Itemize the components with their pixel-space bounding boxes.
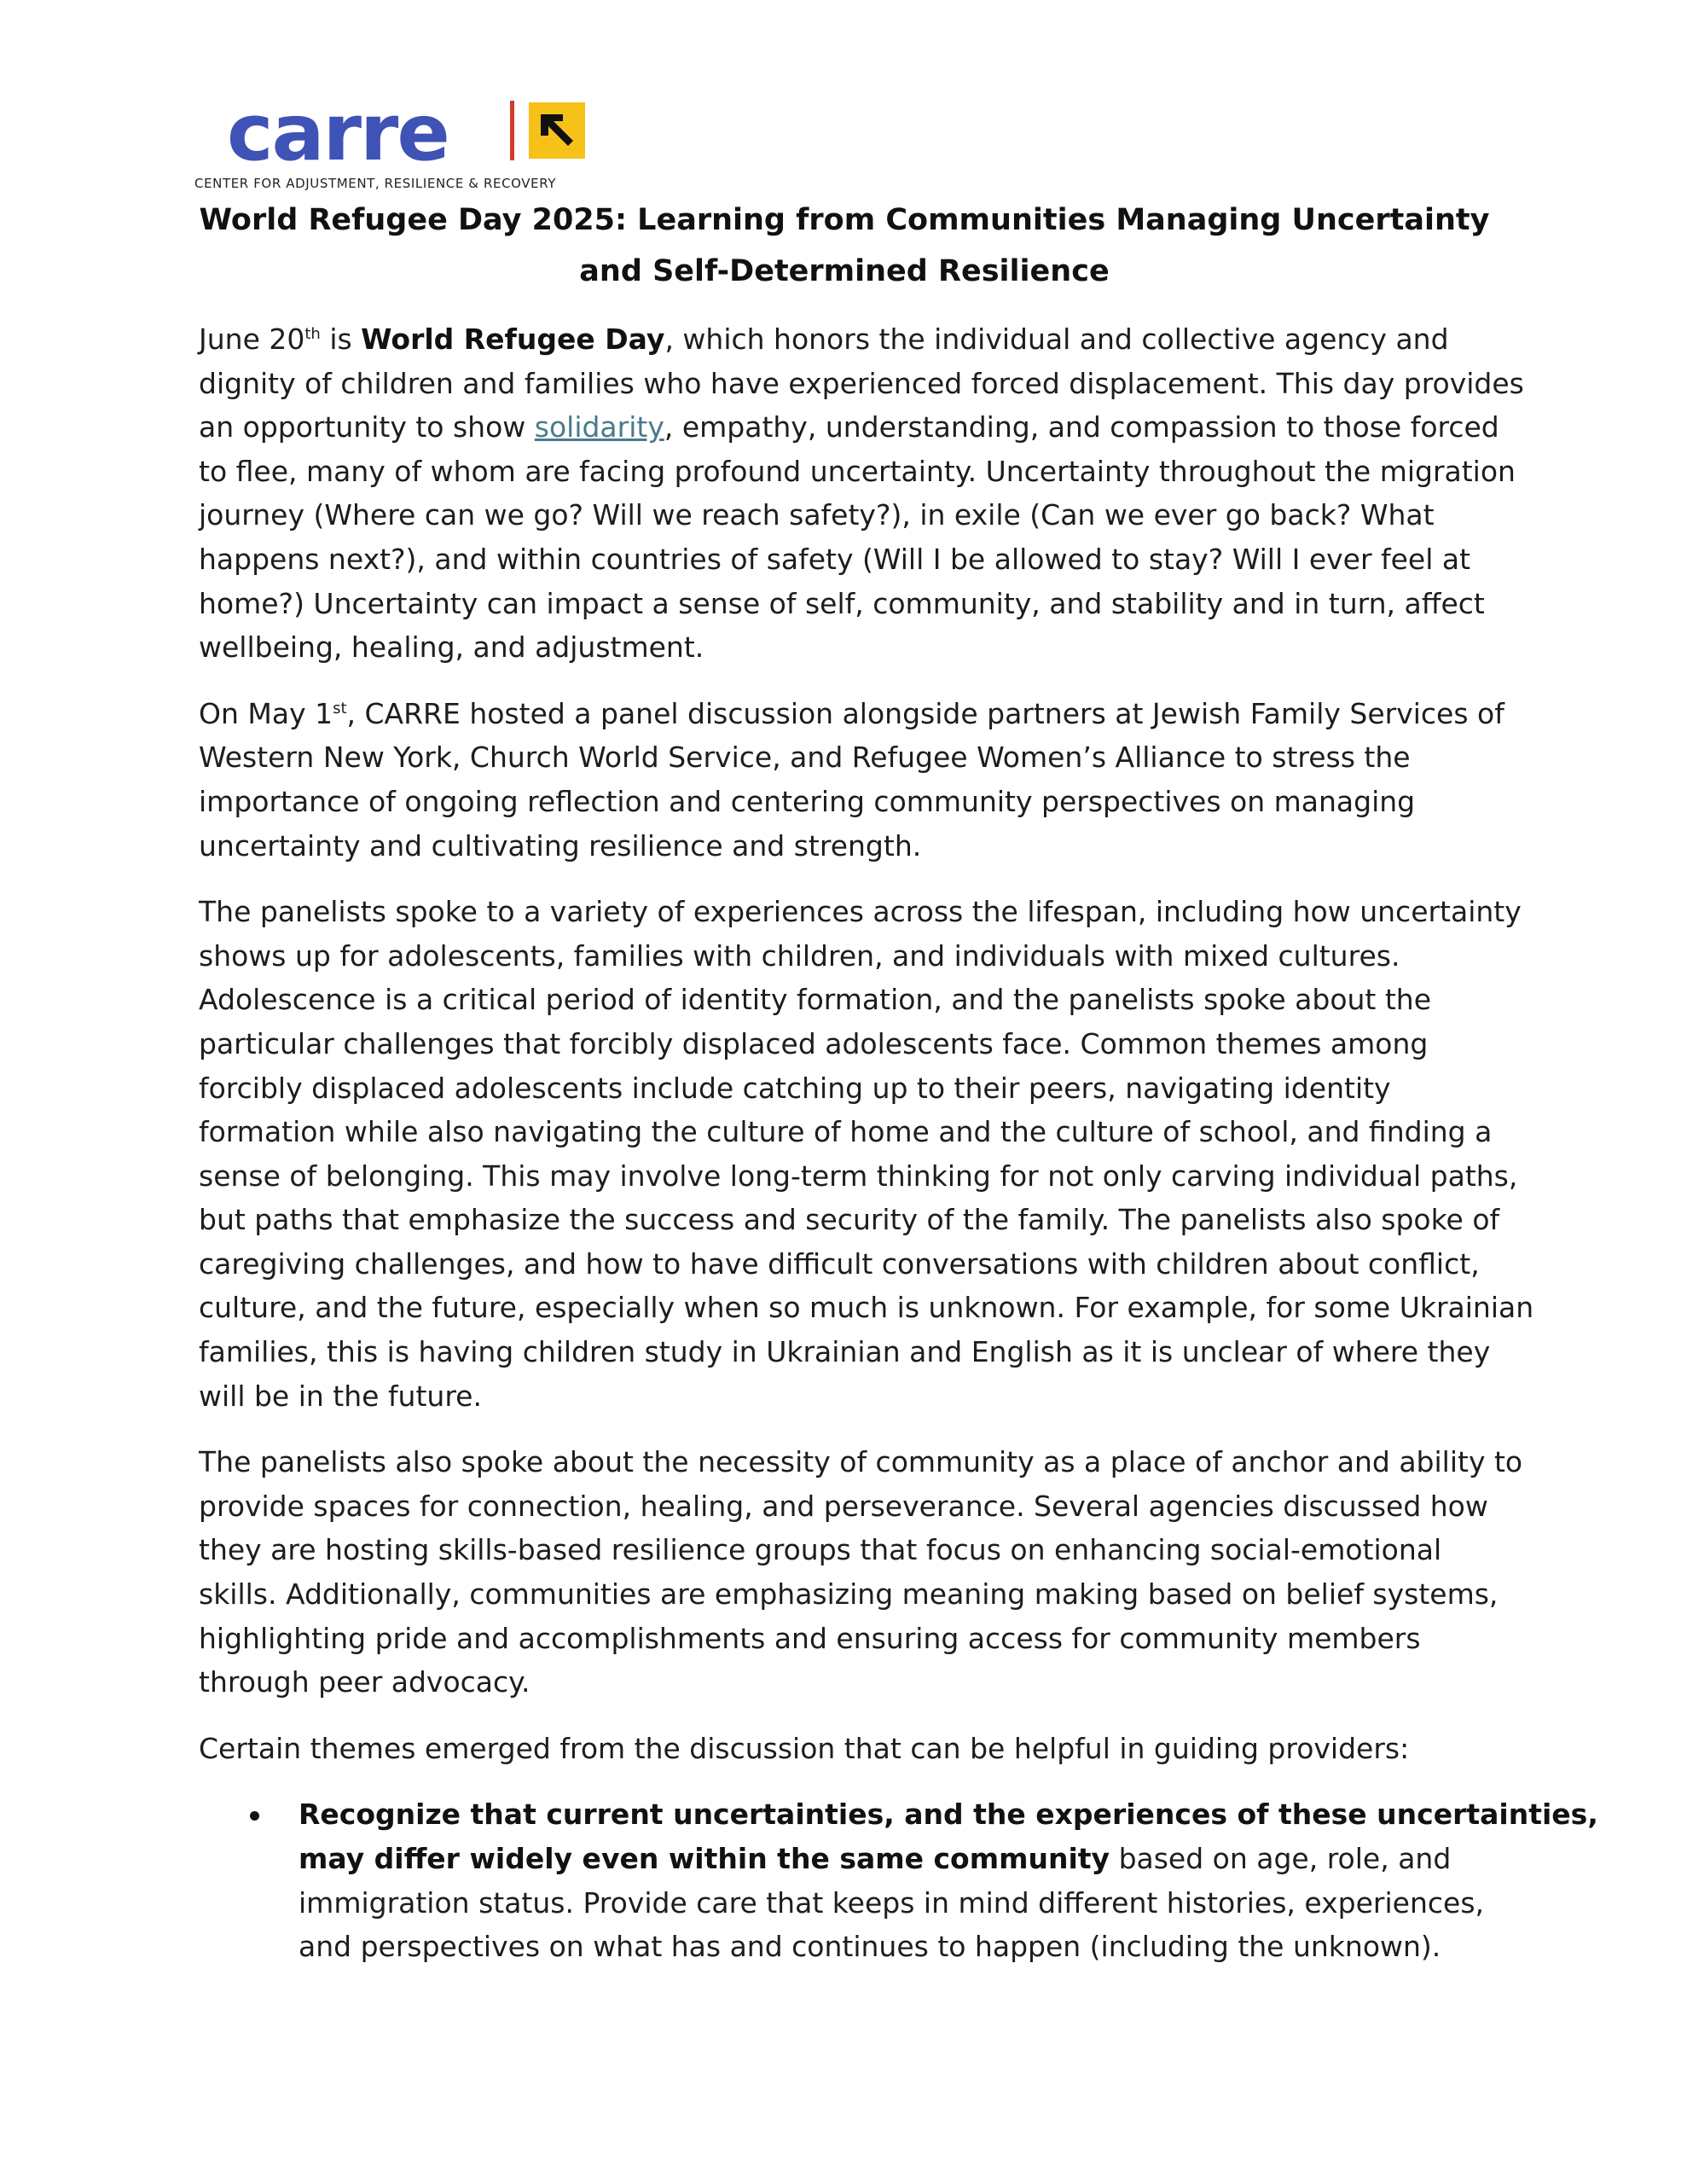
text-line: skills. Additionally, communities are emphasizing meaning making based on belief systems,	[199, 1577, 1499, 1612]
text-line: Adolescence is a critical period of identity formation, and the panelists spoke about the	[199, 983, 1432, 1017]
carre-logo	[194, 87, 638, 193]
text-line: shows up for adolescents, families with children, and individuals with mixed cultures.	[199, 938, 1400, 973]
text-line: Recognize that current uncertainties, and the experiences of these uncertainties,	[299, 1798, 1598, 1832]
text-line: home?) Uncertainty can impact a sense of self, community, and stability and in turn, affect	[199, 586, 1485, 620]
themes-list	[199, 1792, 1598, 1968]
page-title	[171, 195, 1518, 297]
text-line: sense of belonging. This may involve long-term thinking for not only carving individual paths,	[199, 1159, 1518, 1193]
paragraph-themes-intro	[199, 1727, 1504, 1771]
text-run: is	[320, 322, 362, 356]
text-line: but paths that emphasize the success and security of the family. The panelists also spoke of	[199, 1203, 1500, 1237]
paragraph-community	[199, 1440, 1523, 1705]
text-line: through peer advocacy.	[199, 1665, 530, 1699]
text-line: families, this is having children study in Ukrainian and English as it is unclear of where they	[199, 1335, 1491, 1369]
solidarity-link[interactable]: solidarity	[534, 410, 664, 444]
text-line: will be in the future.	[199, 1379, 482, 1413]
bold-text: World Refugee Day	[361, 322, 665, 356]
text-line: culture, and the future, especially when so much is unknown. For example, for some Ukrainian	[199, 1291, 1534, 1325]
text-run: June 20	[199, 322, 305, 356]
text-run: an opportunity to show	[199, 410, 535, 444]
paragraph-panel	[199, 692, 1504, 868]
text-line: wellbeing, healing, and adjustment.	[199, 630, 704, 665]
text-line	[299, 1837, 1504, 1881]
text-line: highlighting pride and accomplishments and ensuring access for community members	[199, 1621, 1421, 1655]
text-line: uncertainty and cultivating resilience and strength.	[199, 828, 922, 863]
text-line: immigration status. Provide care that keeps in mind different histories, experiences,	[299, 1885, 1484, 1920]
text-line: importance of ongoing reflection and centering community perspectives on managing	[199, 784, 1416, 818]
text-line	[199, 405, 1504, 450]
title-line-2: and Self-Determined Resilience	[579, 254, 1110, 288]
text-line: caregiving challenges, and how to have difficult conversations with children about conflict,	[199, 1246, 1480, 1281]
text-line: formation while also navigating the culture of home and the culture of school, and finding a	[199, 1115, 1493, 1149]
text-line: particular challenges that forcibly displaced adolescents face. Common themes among	[199, 1026, 1429, 1060]
text-line: provide spaces for connection, healing, and perseverance. Several agencies discussed how	[199, 1489, 1488, 1523]
text-run: , which honors the individual and collective agency and	[664, 322, 1449, 356]
text-run: On May 1	[199, 696, 333, 730]
text-line	[199, 692, 1504, 736]
text-line: Certain themes emerged from the discussion that can be helpful in guiding providers:	[199, 1731, 1410, 1765]
text-line: happens next?), and within countries of safety (Will I be allowed to stay? Will I ever feel at	[199, 542, 1471, 576]
bullet-icon	[250, 1811, 259, 1821]
text-line: to flee, many of whom are facing profound uncertainty. Uncertainty throughout the migration	[199, 454, 1516, 488]
text-line: and perspectives on what has and continues to happen (including the unknown).	[299, 1930, 1441, 1964]
logo-divider	[510, 101, 514, 160]
text-run: , CARRE hosted a panel discussion alongside partners at Jewish Family Services of	[346, 696, 1504, 730]
bold-text: may differ widely even within the same community	[299, 1842, 1110, 1875]
logo-wordmark: carre	[227, 87, 449, 178]
text-line: The panelists also spoke about the necessity of community as a place of anchor and ability to	[199, 1445, 1523, 1479]
paragraph-lifespan	[199, 890, 1534, 1418]
text-line: journey (Where can we go? Will we reach safety?), in exile (Can we ever go back? What	[199, 498, 1435, 532]
text-line: Western New York, Church World Service, and Refugee Women’s Alliance to stress the	[199, 741, 1411, 775]
list-item	[199, 1792, 1598, 1968]
title-line-1: World Refugee Day 2025: Learning from Communities Managing Uncertainty	[199, 203, 1490, 237]
paragraph-intro	[199, 317, 1524, 670]
ordinal-suffix: th	[304, 325, 321, 343]
text-run: , empathy, understanding, and compassion to those forced	[664, 410, 1499, 444]
text-line: The panelists spoke to a variety of experiences across the lifespan, including how uncertainty	[199, 895, 1522, 929]
article-body	[199, 317, 1598, 1969]
logo-tagline: CENTER FOR ADJUSTMENT, RESILIENCE & RECOVERY	[194, 176, 557, 191]
text-line: dignity of children and families who have experienced forced displacement. This day provides	[199, 366, 1524, 400]
text-line	[199, 317, 1504, 362]
text-run: based on age, role, and	[1110, 1842, 1452, 1875]
irc-arrow-icon	[529, 102, 585, 159]
text-line: they are hosting skills-based resilience groups that focus on enhancing social-emotional	[199, 1533, 1442, 1567]
text-line: forcibly displaced adolescents include catching up to their peers, navigating identity	[199, 1071, 1391, 1105]
ordinal-suffix: st	[333, 699, 347, 717]
